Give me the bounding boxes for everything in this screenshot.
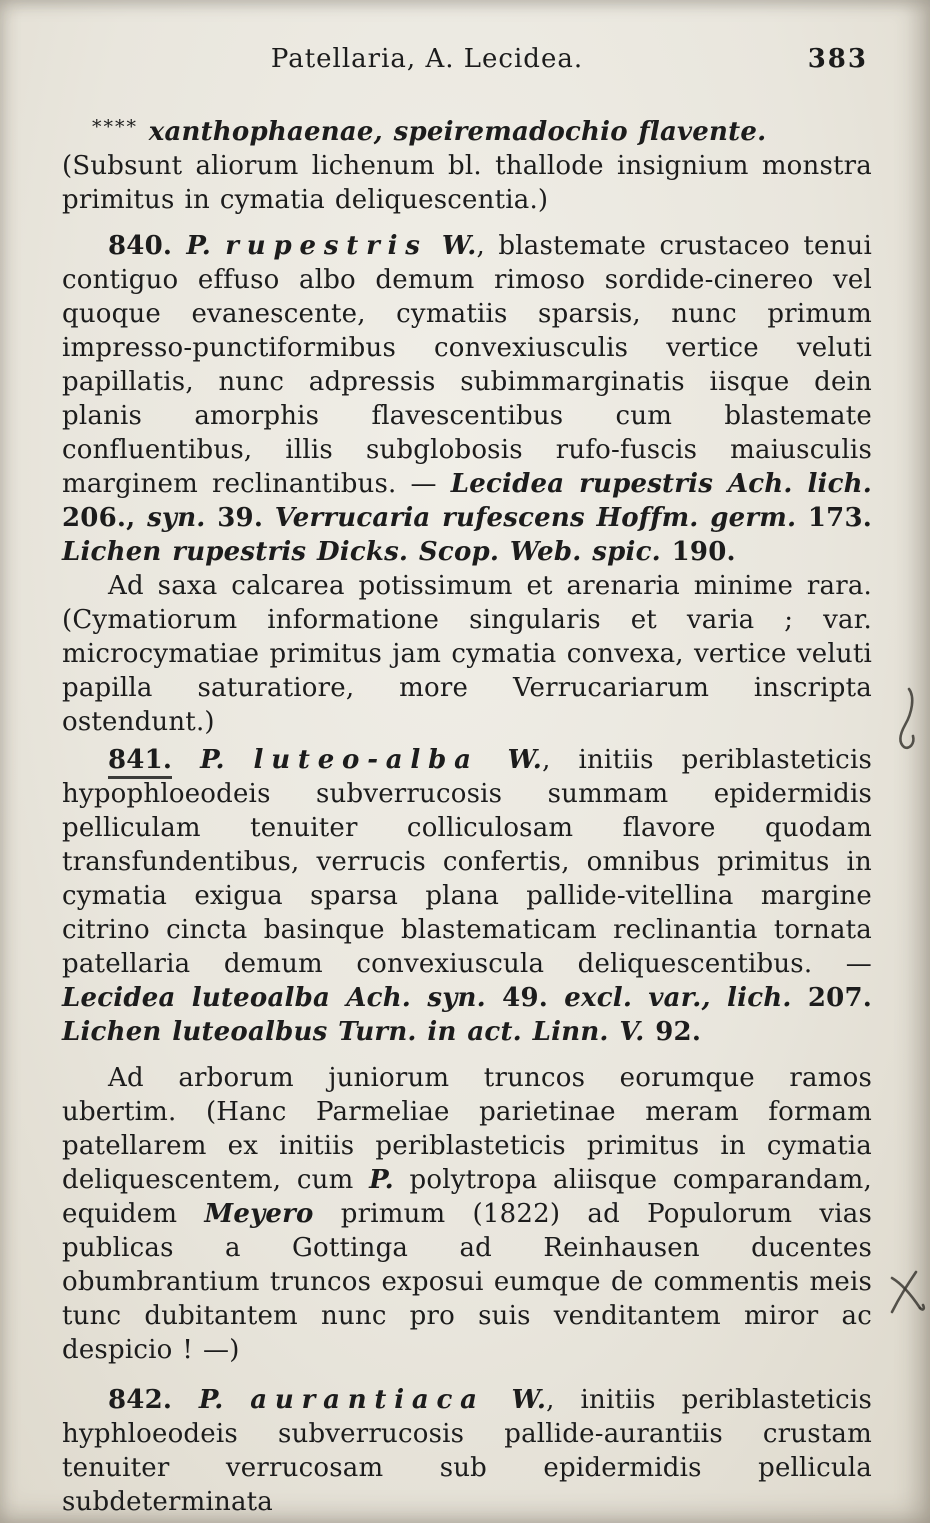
handwritten-flourish-icon [893, 686, 921, 756]
text-segment: 207. [807, 983, 872, 1013]
text-segment: 92. [655, 1017, 702, 1047]
text-segment: Lecidea luteoalba Ach. syn. [62, 983, 503, 1013]
page-header [62, 44, 872, 88]
text-segment: luteo-alba [253, 745, 479, 775]
text-segment: Meyero [204, 1199, 314, 1229]
text-body [62, 110, 872, 1519]
text-segment: primum (1822) ad Populorum vias publicas a Gottinga ad Reinhausen ducentes obumbrantium truncos exposui eumque de commentis meis tunc dubitantem nunc pro suis venditantem miror ac despicio ! —) [62, 1199, 872, 1365]
text-segment: **** [92, 116, 138, 138]
text-segment: 842. [108, 1385, 199, 1415]
text-segment: aurantiaca [250, 1385, 485, 1415]
text-segment: excl. var., lich. [564, 983, 808, 1013]
text-segment: , blastemate crustaceo tenui contiguo effuso albo demum rimoso sordide-cinereo vel quoque evanescente, cymatiis sparsis, nunc primum impresso-punctiformibus convexiusculis vertice veluti papillatis, nunc adpressis subimmarginatis iisque dein planis amorphis flavescentibus cum blastemate confluentibus, illis subglobosis rufo-fuscis maiusculis marginem reclinantibus. — [62, 231, 872, 499]
text-segment: syn. [147, 503, 218, 533]
paragraph [62, 1383, 872, 1519]
text-segment: Lichen luteoalbus Turn. in act. Linn. V. [62, 1017, 656, 1047]
paragraph [62, 569, 872, 739]
text-segment: 190. [671, 537, 736, 567]
text-segment: W. [427, 231, 477, 261]
text-segment: 206., [62, 503, 148, 533]
running-title: Patellaria, A. Lecidea. [270, 44, 584, 74]
text-segment: , initiis periblasteticis hypophloeodeis subverrucosis summam epidermidis pelliculam tenuiter colliculosam flavore quodam transfundentibus, verrucis confertis, omnibus primitus in cymatia exigua sparsa plana pallide-vitellina margine citrino cincta basinque blastematicam reclinantia tornata patellaria demum convexiuscula deliquescentibus. — [62, 745, 872, 979]
text-segment: , initiis periblasteticis hyphloeodeis subverrucosis pallide-aurantiis crustam tenuiter verrucosam sub epidermidis pellicula subdeterminata [62, 1385, 872, 1517]
text-segment: 840. [108, 231, 187, 261]
paragraph [62, 1061, 872, 1367]
paragraph [62, 149, 872, 217]
handwritten-x-icon [886, 1268, 926, 1320]
text-segment: P. [200, 745, 254, 775]
text-segment: P. [186, 231, 226, 261]
text-segment: Lecidea rupestris Ach. lich. [450, 469, 872, 499]
text-segment: rupestris [225, 231, 428, 261]
text-segment: P. [198, 1385, 251, 1415]
text-segment: 39. [217, 503, 275, 533]
paragraph [62, 110, 872, 149]
text-segment: polytropa aliisque comparandam, equidem [62, 1165, 872, 1229]
text-segment: Ad arborum juniorum truncos eorumque ramos ubertim. (Hanc Parmeliae parietinae meram formam patellarem ex initiis periblasteticis primitus in cymatia deliquescentem, cum [62, 1063, 872, 1195]
text-segment: Verrucaria rufescens Hoffm. germ. [274, 503, 808, 533]
paragraph [62, 229, 872, 569]
text-segment: Ad saxa calcarea potissimum et arenaria minime rara. (Cymatiorum informatione singularis et varia ; var. microcymatiae primitus jam cymatia convexa, vertice veluti papilla saturatiore, more Verrucariarum inscripta ostendunt.) [62, 571, 872, 737]
text-segment: xanthophaenae, speiremadochio flavente. [138, 117, 767, 147]
text-segment: W. [484, 1385, 547, 1415]
text-segment: 173. [807, 503, 872, 533]
text-segment: 841. [108, 745, 172, 779]
text-segment: Lichen rupestris Dicks. Scop. Web. spic. [62, 537, 672, 567]
text-segment: W. [478, 745, 543, 775]
page-number: 383 [807, 44, 868, 74]
text-segment: P. [369, 1165, 394, 1195]
text-segment [172, 745, 200, 775]
paragraph [62, 743, 872, 1049]
text-segment: (Subsunt aliorum lichenum bl. thallode insignium monstra primitus in cymatia deliquescentia.) [62, 151, 872, 215]
text-segment: 49. [502, 983, 565, 1013]
